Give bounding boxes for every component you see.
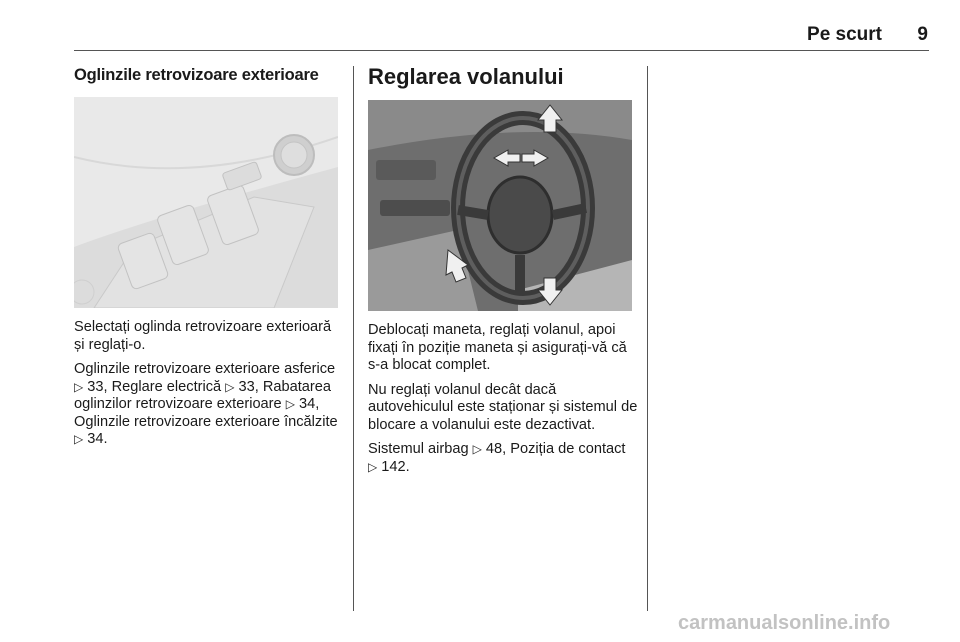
reference-arrow-icon: ▷ [368,459,378,474]
paragraph: Selectați oglinda retrovizoare exterioară și reglați-o. [74,319,332,353]
steering-text [368,322,638,483]
steering-wheel-illustration [368,100,632,311]
reference-arrow-icon: ▷ [74,432,84,446]
mirrors-text [74,319,344,456]
paragraph: Nu reglați volanul decât dacă autovehiculul este staționar și sistemul de blocare a volanului este dezactivat. [368,381,638,433]
page-number: 9 [917,24,928,45]
mirror-control-illustration [74,97,338,308]
paragraph-references: Oglinzile retrovizoare exterioare asferice ▷ 33, Reglare electrică ▷ 33, Rabatarea oglinzilor retrovizoare exterioare ▷ 34, Oglinzile retrovizoare exterioare încălzite ▷ 34. [74,361,338,447]
header-divider [74,50,929,51]
section-title-steering: Reglarea volanului [368,64,564,89]
page-ref-link[interactable]: 33, Reglare electrică [83,378,226,395]
paragraph: Deblocați maneta, reglați volanul, apoi fixați în poziție maneta și asigurați-vă că s-a blocat complet. [368,322,627,373]
section-title-mirrors: Oglinzile retrovizoare exterioare [74,66,319,84]
page-ref-link[interactable]: 34, Oglinzile retrovizoare exterioare încălzite [74,396,338,430]
page-ref-link[interactable]: 34. [83,431,108,447]
reference-arrow-icon: ▷ [472,442,482,456]
page-ref-link[interactable]: 33, Rabatarea oglinzilor retrovizoare exterioare [74,378,331,412]
column-divider [647,66,648,611]
page-ref-link[interactable]: 142. [377,458,410,475]
column-divider [353,66,354,611]
reference-arrow-icon: ▷ [285,397,295,411]
watermark: carmanualsonline.info [678,612,891,634]
header-title: Pe scurt [807,24,882,45]
reference-arrow-icon: ▷ [74,379,84,394]
paragraph-references: Sistemul airbag ▷ 48, Poziția de contact ▷ 142. [368,441,626,475]
reference-arrow-icon: ▷ [225,379,235,394]
page-ref-link[interactable]: 48, Poziția de contact [481,441,626,457]
